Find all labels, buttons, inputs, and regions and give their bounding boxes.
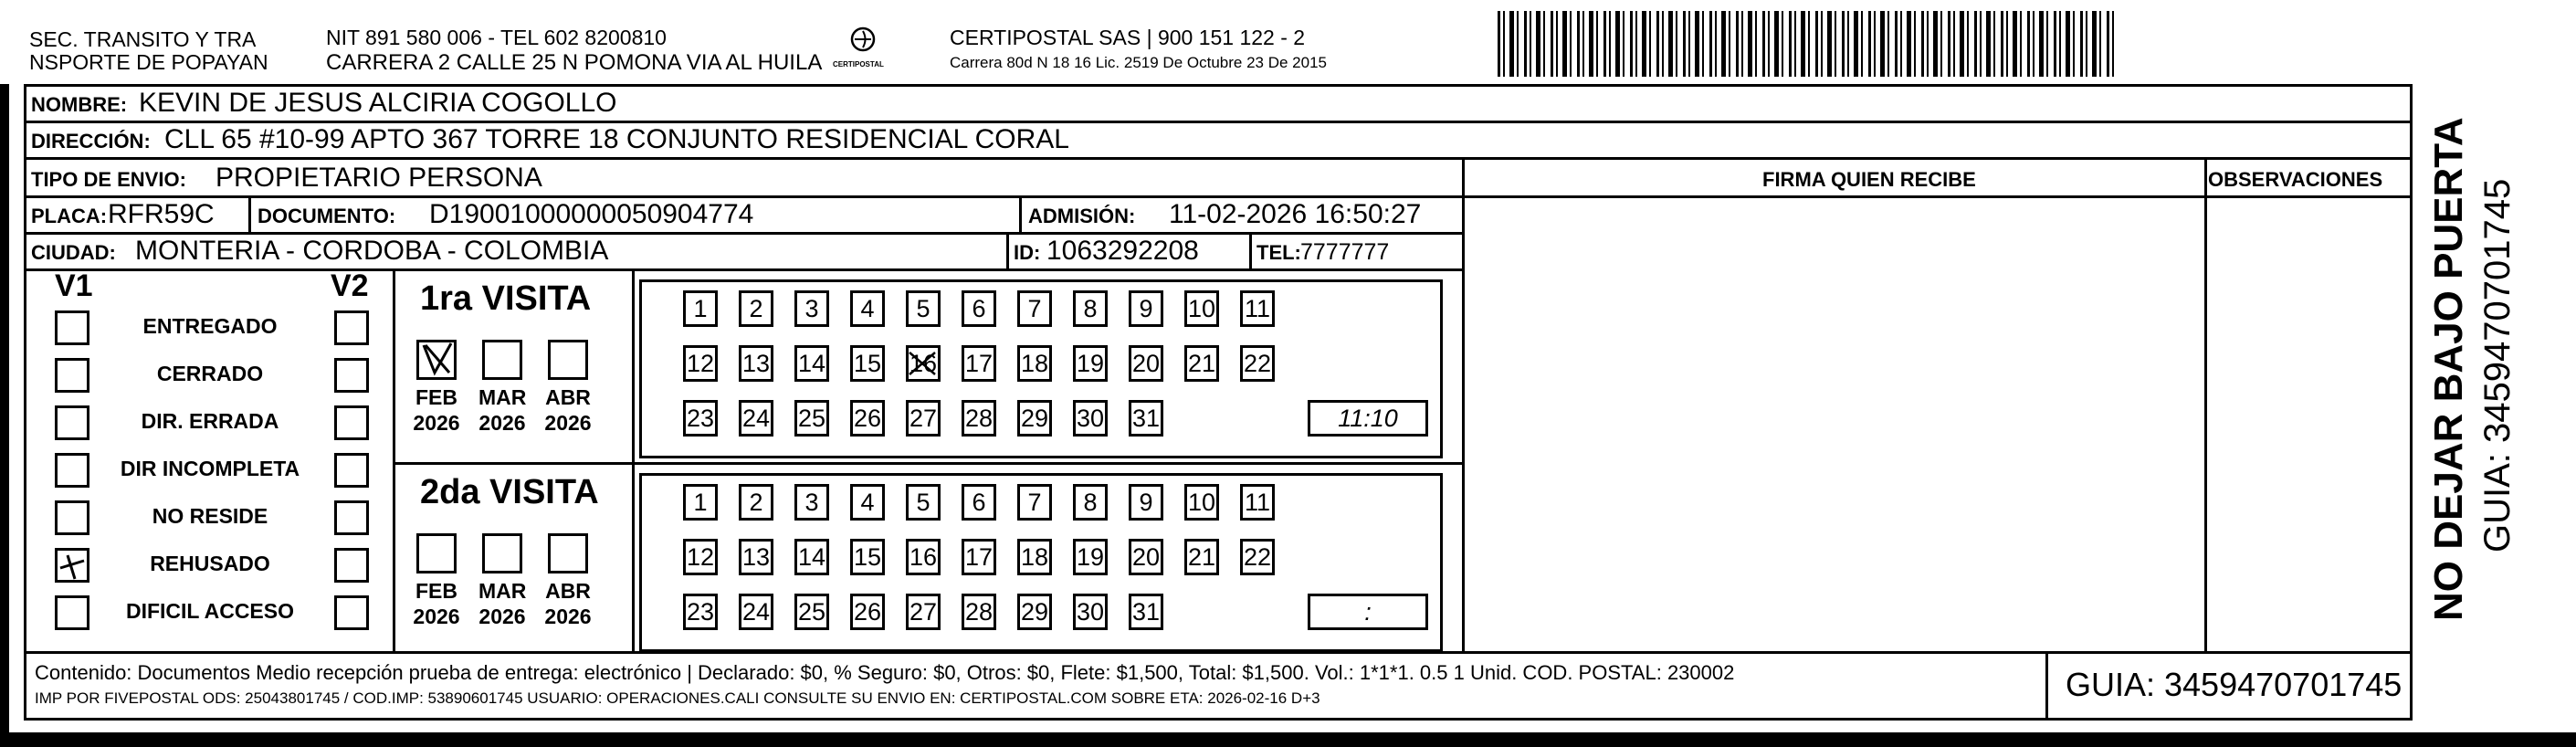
visit2-day-box[interactable]: 26: [850, 594, 885, 630]
visit2-day-box[interactable]: 3: [794, 484, 829, 521]
visit2-month-checkbox[interactable]: [416, 533, 457, 573]
visit2-day-box[interactable]: 15: [850, 539, 885, 575]
status-label: ENTREGADO: [142, 314, 278, 338]
placa-value: RFR59C: [108, 199, 215, 229]
visit1-month-year: 2026: [478, 411, 526, 435]
visit1-day-box[interactable]: 25: [794, 400, 829, 437]
tel-label: TEL:: [1256, 241, 1301, 264]
visit2-day-box[interactable]: 7: [1017, 484, 1052, 521]
status-label: DIR. ERRADA: [141, 409, 279, 433]
v1-header: V1: [55, 268, 93, 303]
visit2-day-box[interactable]: 10: [1184, 484, 1219, 521]
v2-checkbox[interactable]: [334, 453, 369, 488]
visit1-day-box[interactable]: 4: [850, 290, 885, 327]
visit1-day-box[interactable]: 22: [1240, 345, 1275, 382]
visit2-month-checkbox[interactable]: [548, 533, 588, 573]
visit1-time-field[interactable]: 11:10: [1308, 400, 1428, 437]
visit1-day-box[interactable]: 18: [1017, 345, 1052, 382]
visit2-day-box[interactable]: 25: [794, 594, 829, 630]
visit2-day-box[interactable]: 18: [1017, 539, 1052, 575]
v2-checkbox[interactable]: [334, 405, 369, 440]
visit1-day-box[interactable]: 17: [962, 345, 996, 382]
v1-checkbox[interactable]: [55, 595, 89, 630]
sender-name-line2: NSPORTE DE POPAYAN: [29, 50, 268, 74]
visit2-day-box[interactable]: 29: [1017, 594, 1052, 630]
v2-checkbox[interactable]: [334, 548, 369, 583]
sender-name-line1: SEC. TRANSITO Y TRA: [29, 27, 257, 51]
placa-label: PLACA:: [31, 205, 108, 227]
v2-checkbox[interactable]: [334, 358, 369, 393]
ciudad-label: CIUDAD:: [31, 241, 116, 264]
visit1-day-box[interactable]: 11: [1240, 290, 1275, 327]
company-line: CERTIPOSTAL SAS | 900 151 122 - 2: [950, 26, 1306, 49]
visit1-day-box[interactable]: 12: [683, 345, 718, 382]
visit1-day-box[interactable]: 29: [1017, 400, 1052, 437]
visit2-time-field[interactable]: :: [1308, 594, 1428, 630]
logo-text: CERTIPOSTAL: [833, 60, 884, 68]
visit1-day-box[interactable]: 9: [1129, 290, 1163, 327]
visit1-month-checkbox[interactable]: [548, 340, 588, 380]
admision-value: 11-02-2026 16:50:27: [1169, 199, 1422, 229]
visit1-day-box[interactable]: 21: [1184, 345, 1219, 382]
ciudad-value: MONTERIA - CORDOBA - COLOMBIA: [135, 236, 609, 266]
visit2-day-box[interactable]: 23: [683, 594, 718, 630]
visit2-day-box[interactable]: 27: [906, 594, 941, 630]
visit1-day-box[interactable]: 24: [739, 400, 773, 437]
v1-checkbox[interactable]: [55, 453, 89, 488]
visit1-day-box[interactable]: 28: [962, 400, 996, 437]
visit1-day-box[interactable]: 14: [794, 345, 829, 382]
footer-line2: IMP POR FIVEPOSTAL ODS: 25043801745 / COD.IMP: 53890601745 USUARIO: OPERACIONES.CALI CONSULTE SU ENVIO EN: CERTIPOSTAL.COM SOBRE ETA: 2026-02-16 D+3: [35, 689, 1320, 707]
visit2-month-label: FEB: [415, 579, 457, 603]
v2-checkbox[interactable]: [334, 595, 369, 630]
visit2-day-box[interactable]: 4: [850, 484, 885, 521]
visit2-month-year: 2026: [544, 605, 592, 628]
v1-checkbox-checked[interactable]: [55, 548, 89, 583]
visit1-day-box[interactable]: 19: [1073, 345, 1108, 382]
sender-address: CARRERA 2 CALLE 25 N POMONA VIA AL HUILA: [326, 50, 823, 75]
visit1-day-box[interactable]: 7: [1017, 290, 1052, 327]
visit1-month-checkbox-checked[interactable]: [416, 340, 457, 380]
visit2-day-box[interactable]: 28: [962, 594, 996, 630]
visit2-day-box[interactable]: 1: [683, 484, 718, 521]
visit1-month-checkbox[interactable]: [482, 340, 522, 380]
v1-checkbox[interactable]: [55, 310, 89, 345]
nombre-label: NOMBRE:: [31, 93, 128, 116]
visit1-day-box[interactable]: 26: [850, 400, 885, 437]
observaciones-header: OBSERVACIONES: [2208, 168, 2383, 191]
bottom-edge-shadow: [0, 732, 2576, 747]
status-label: CERRADO: [156, 362, 264, 385]
v2-checkbox[interactable]: [334, 500, 369, 535]
barcode: [1498, 11, 2119, 77]
visit2-month-label: MAR: [478, 579, 527, 603]
status-label: REHUSADO: [150, 552, 270, 575]
visit2-day-box[interactable]: 21: [1184, 539, 1219, 575]
visit2-day-box[interactable]: 22: [1240, 539, 1275, 575]
visit2-month-checkbox[interactable]: [482, 533, 522, 573]
visit1-title: 1ra VISITA: [420, 279, 592, 318]
visit1-day-box[interactable]: 6: [962, 290, 996, 327]
visit2-day-box[interactable]: 9: [1129, 484, 1163, 521]
visit1-day-box[interactable]: 31: [1129, 400, 1163, 437]
direccion-value: CLL 65 #10-99 APTO 367 TORRE 18 CONJUNTO RESIDENCIAL CORAL: [164, 124, 1069, 154]
footer-guia: GUIA: 3459470701745: [2066, 666, 2403, 703]
visit2-day-box[interactable]: 19: [1073, 539, 1108, 575]
visit1-day-box[interactable]: 8: [1073, 290, 1108, 327]
visit2-month-year: 2026: [478, 605, 526, 628]
visit1-month-label: MAR: [478, 385, 527, 409]
visit2-day-box[interactable]: 17: [962, 539, 996, 575]
status-label: DIR INCOMPLETA: [120, 457, 300, 480]
nombre-value: KEVIN DE JESUS ALCIRIA COGOLLO: [139, 88, 617, 118]
visit2-day-box[interactable]: 30: [1073, 594, 1108, 630]
visit1-day-box[interactable]: 10: [1184, 290, 1219, 327]
v1-checkbox[interactable]: [55, 405, 89, 440]
admision-label: ADMISIÓN:: [1028, 205, 1136, 227]
visit1-day-box[interactable]: 2: [739, 290, 773, 327]
status-label: DIFICIL ACCESO: [125, 599, 294, 623]
visit2-day-box[interactable]: 14: [794, 539, 829, 575]
visit2-month-label: ABR: [545, 579, 591, 603]
v2-checkbox[interactable]: [334, 310, 369, 345]
visit1-month-year: 2026: [544, 411, 592, 435]
visit1-day-box-marked[interactable]: 16: [906, 345, 941, 382]
id-value: 1063292208: [1046, 236, 1199, 266]
visit1-day-box[interactable]: 1: [683, 290, 718, 327]
sender-nit: NIT 891 580 006 - TEL 602 8200810: [326, 26, 667, 49]
visit2-day-box[interactable]: 31: [1129, 594, 1163, 630]
visit1-day-box[interactable]: 13: [739, 345, 773, 382]
v1-checkbox[interactable]: [55, 358, 89, 393]
company-sub: Carrera 80d N 18 16 Lic. 2519 De Octubre 23 De 2015: [950, 54, 1327, 71]
status-label: NO RESIDE: [152, 504, 268, 528]
visit2-day-box[interactable]: 13: [739, 539, 773, 575]
visit1-day-box[interactable]: 30: [1073, 400, 1108, 437]
footer-line1: Contenido: Documentos Medio recepción prueba de entrega: electrónico | Declarado: $0, % Seguro: $0, Otros: $0, Flete: $1,500, Total: $1,500. Vol.: 1*1*1. 0.5 1 Unid. COD. POSTAL: 230002: [35, 661, 1735, 684]
visit2-day-box[interactable]: 8: [1073, 484, 1108, 521]
visit1-month-year: 2026: [413, 411, 460, 435]
visit2-month-year: 2026: [413, 605, 460, 628]
observaciones-area[interactable]: [2207, 198, 2413, 651]
visit2-day-box[interactable]: 11: [1240, 484, 1275, 521]
documento-label: DOCUMENTO:: [258, 205, 396, 227]
tel-value: 7777777: [1300, 239, 1390, 265]
visit2-day-box[interactable]: 2: [739, 484, 773, 521]
visit2-day-box[interactable]: 6: [962, 484, 996, 521]
firma-header: FIRMA QUIEN RECIBE: [1762, 168, 1976, 191]
tipo-envio-label: TIPO DE ENVIO:: [31, 168, 186, 191]
firma-area[interactable]: [1465, 198, 2204, 651]
id-label: ID:: [1014, 241, 1041, 264]
visit1-day-box[interactable]: 27: [906, 400, 941, 437]
direccion-label: DIRECCIÓN:: [31, 130, 151, 153]
visit2-day-box[interactable]: 12: [683, 539, 718, 575]
visit1-day-box[interactable]: 20: [1129, 345, 1163, 382]
visit1-day-box[interactable]: 5: [906, 290, 941, 327]
left-edge-shadow: [0, 84, 9, 747]
visit2-day-box[interactable]: 24: [739, 594, 773, 630]
tipo-envio-value: PROPIETARIO PERSONA: [216, 163, 542, 193]
visit2-day-box[interactable]: 5: [906, 484, 941, 521]
visit2-day-box[interactable]: 16: [906, 539, 941, 575]
visit1-day-box[interactable]: 15: [850, 345, 885, 382]
visit1-day-box[interactable]: 3: [794, 290, 829, 327]
documento-value: D19001000000050904774: [429, 199, 754, 229]
visit1-month-label: ABR: [545, 385, 591, 409]
side-guia: GUIA: 3459470701745: [2477, 178, 2518, 552]
certipostal-logo: [842, 26, 884, 62]
v1-checkbox[interactable]: [55, 500, 89, 535]
visit2-day-box[interactable]: 20: [1129, 539, 1163, 575]
visit1-day-box[interactable]: 23: [683, 400, 718, 437]
side-warning: NO DEJAR BAJO PUERTA: [2426, 117, 2471, 621]
v2-header: V2: [331, 268, 369, 303]
visit1-month-label: FEB: [415, 385, 457, 409]
visit2-title: 2da VISITA: [420, 473, 599, 511]
